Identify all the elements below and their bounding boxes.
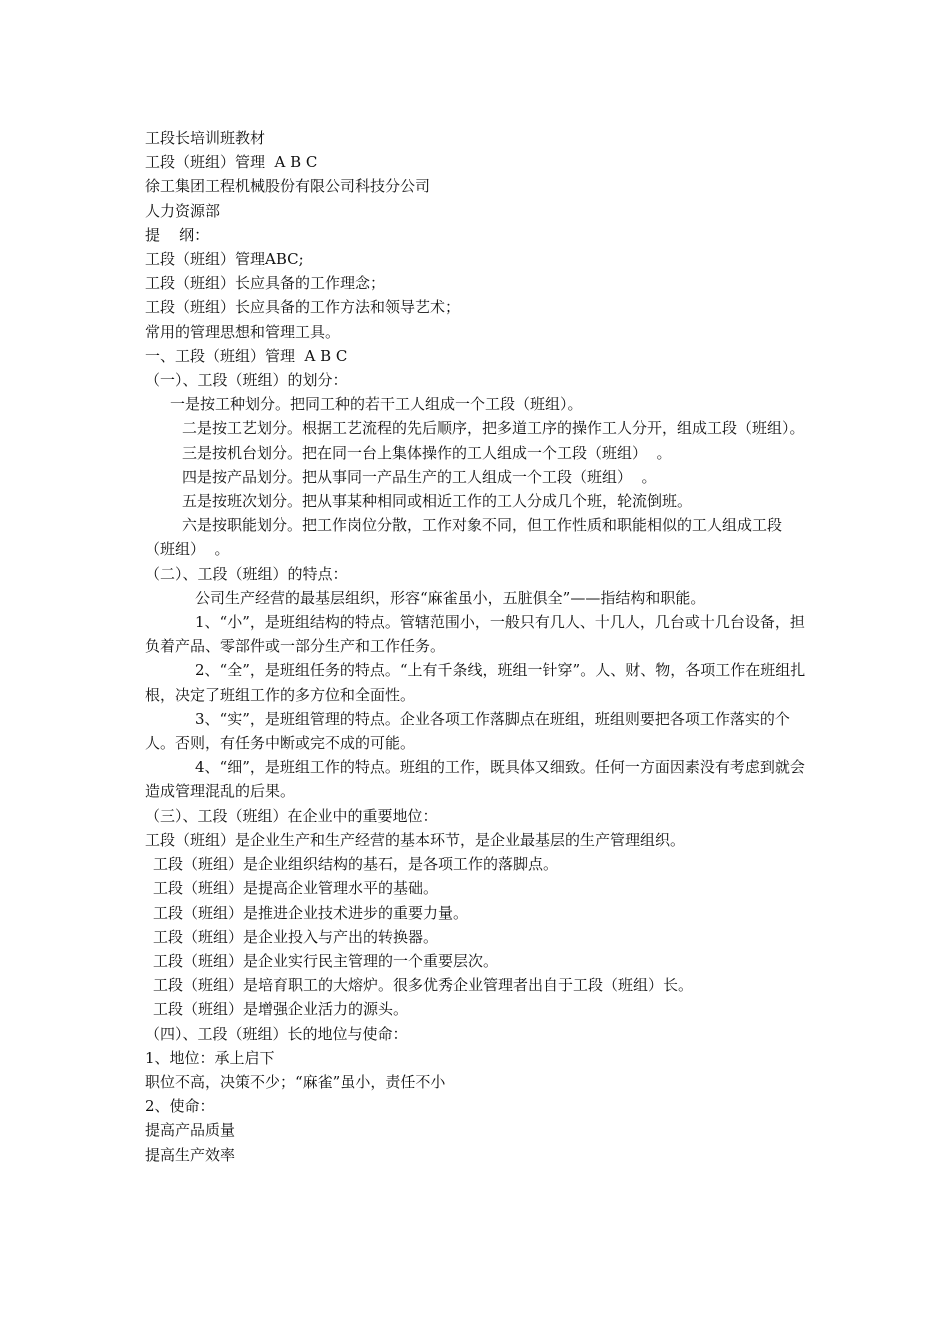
characteristic-item: 1、“小”，是班组结构的特点。管辖范围小，一般只有几人、十几人，几台或十几台设备，担负着产品、零部件或一部分生产和工作任务。 (145, 613, 805, 656)
importance-item: 工段（班组）是企业投入与产出的转换器。 (153, 927, 439, 946)
importance-item: 工段（班组）是提高企业管理水平的基础。 (153, 879, 439, 898)
division-item: 六是按职能划分。把工作岗位分散，工作对象不同，但工作性质和职能相似的工人组成工段（班组） 。 (145, 516, 783, 559)
division-item: 二是按工艺划分。根据工艺流程的先后顺序，把多道工序的操作工人分开，组成工段（班组）。 (182, 419, 805, 438)
importance-lead: 工段（班组）是企业生产和生产经营的基本环节，是企业最基层的生产管理组织。 (145, 830, 686, 849)
characteristic-item: 4、“细”，是班组工作的特点。班组的工作，既具体又细致。任何一方面因素没有考虑到就会造成管理混乱的后果。 (145, 758, 805, 801)
doc-subtitle: 工段（班组）管理 A B C (145, 153, 318, 172)
outline-label: 提 纲： (145, 225, 210, 244)
subsection-heading: （一）、工段（班组）的划分： (145, 371, 348, 390)
importance-item: 工段（班组）是推进企业技术进步的重要力量。 (153, 903, 469, 922)
doc-title: 工段长培训班教材 (145, 129, 266, 147)
position-description: 职位不高，决策不少；“麻雀”虽小，责任不小 (145, 1072, 446, 1091)
characteristic-item: 3、“实”，是班组管理的特点。企业各项工作落脚点在班组，班组则要把各项工作落实的个人。否则，有任务中断或完不成的可能。 (145, 709, 790, 753)
characteristic-item: 2、“全”，是班组任务的特点。“上有千条线，班组一针穿”。人、财、物，各项工作在班组扎根，决定了班组工作的多方位和全面性。 (145, 661, 806, 704)
importance-item: 工段（班组）是培育职工的大熔炉。很多优秀企业管理者出自于工段（班组）长。 (153, 976, 694, 995)
organization-name: 徐工集团工程机械股份有限公司科技分公司 (145, 177, 431, 196)
subsection-heading: （三）、工段（班组）在企业中的重要地位： (145, 806, 438, 825)
characteristics-intro: 公司生产经营的最基层组织，形容“麻雀虽小，五脏俱全”——指结构和职能。 (195, 588, 706, 607)
importance-item: 工段（班组）是企业组织结构的基石，是各项工作的落脚点。 (153, 855, 559, 874)
division-item: 四是按产品划分。把从事同一产品生产的工人组成一个工段（班组） 。 (182, 467, 657, 486)
outline-item: 工段（班组）管理ABC; (145, 250, 304, 269)
position-heading: 1、地位：承上启下 (145, 1048, 275, 1067)
subsection-heading: （四）、工段（班组）长的地位与使命： (145, 1024, 408, 1043)
importance-item: 工段（班组）是增强企业活力的源头。 (153, 1000, 409, 1019)
importance-item: 工段（班组）是企业实行民主管理的一个重要层次。 (153, 951, 499, 970)
outline-item: 工段（班组）长应具备的工作方法和领导艺术； (145, 298, 461, 317)
mission-item: 提高生产效率 (145, 1145, 236, 1164)
subsection-heading: （二）、工段（班组）的特点： (145, 564, 348, 583)
mission-heading: 2、使命： (145, 1097, 215, 1116)
division-item: 三是按机台划分。把在同一台上集体操作的工人组成一个工段（班组） 。 (182, 443, 672, 462)
department-name: 人力资源部 (145, 201, 221, 220)
document-body (145, 126, 809, 1167)
mission-item: 提高产品质量 (145, 1121, 236, 1140)
division-item: 一是按工种划分。把同工种的若干工人组成一个工段（班组）。 (170, 395, 583, 414)
section-heading: 一、工段（班组）管理 A B C (145, 346, 348, 365)
outline-item: 工段（班组）长应具备的工作理念； (145, 274, 386, 293)
outline-item: 常用的管理思想和管理工具。 (145, 322, 341, 341)
division-item: 五是按班次划分。把从事某种相同或相近工作的工人分成几个班，轮流倒班。 (182, 492, 693, 511)
